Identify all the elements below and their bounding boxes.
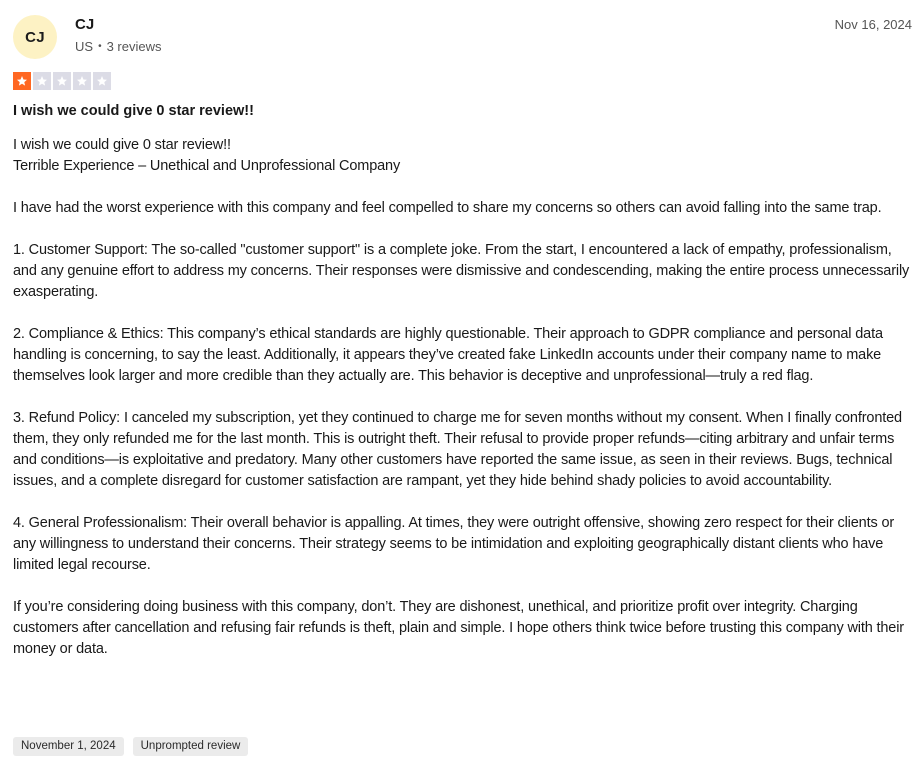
meta-separator: • [98, 41, 102, 52]
experience-date-badge: November 1, 2024 [13, 737, 124, 756]
star-icon-empty [53, 72, 71, 90]
review-point-compliance-ethics: 2. Compliance & Ethics: This company’s ethical standards are highly questionable. Their approach to GDPR compliance and personal data handling is concerning, to say the least. Additionally, it appears they’ve created fake LinkedIn accounts under their company name to make themselves look larger and more credible than they actually are. This behavior is deceptive and unprofessional—truly a red flag. [13, 326, 883, 384]
review-intro-subtitle: Terrible Experience – Unethical and Unprofessional Company [13, 158, 401, 174]
star-icon-empty [73, 72, 91, 90]
star-rating [13, 72, 111, 90]
review-point-professionalism: 4. General Professionalism: Their overall behavior is appalling. At times, they were outright offensive, showing zero respect for their clients or any willingness to understand their concerns. Their strategy seems to be intimidation and exploiting geographically distant clients who have limited legal recourse. [13, 515, 895, 573]
review-intro [13, 135, 918, 177]
review-body [13, 135, 918, 660]
avatar[interactable] [13, 15, 57, 59]
review-closing: If you’re considering doing business with this company, don’t. They are dishonest, unethical, and prioritize profit over integrity. Charging customers after cancellation and refusing fair refunds is theft, plain and simple. I hope others think twice before trusting this company with their money or data. [13, 599, 904, 657]
review-title[interactable]: I wish we could give 0 star review!! [13, 103, 254, 119]
consumer-header [13, 15, 162, 59]
consumer-info [75, 16, 162, 55]
star-icon-empty [93, 72, 111, 90]
review-point-refund-policy: 3. Refund Policy: I canceled my subscription, yet they continued to charge me for seven months without my consent. When I finally confronted them, they only refunded me for the last month. This is outright theft. Their refusal to provide proper refunds—citing arbitrary and unfair terms and conditions—is exploitative and predatory. Many other customers have reported the same issue, as seen in their reviews. Bugs, technical issues, and a complete disregard for customer satisfaction are rampant, yet they hide behind shady policies to avoid accountability. [13, 410, 902, 489]
consumer-meta [75, 39, 162, 55]
star-icon-filled [13, 72, 31, 90]
star-icon-empty [33, 72, 51, 90]
review-tags [13, 737, 248, 756]
consumer-country: US [75, 39, 94, 54]
review-intro-line: I wish we could give 0 star review!! [13, 137, 231, 153]
avatar-initials: CJ [25, 28, 45, 46]
review-paragraph-opening: I have had the worst experience with this company and feel compelled to share my concerns so others can avoid falling into the same trap. [13, 200, 882, 216]
review-type-badge[interactable]: Unprompted review [133, 737, 249, 756]
consumer-name[interactable]: CJ [75, 16, 95, 33]
review-point-customer-support: 1. Customer Support: The so-called "customer support" is a complete joke. From the start, I encountered a lack of empathy, professionalism, and any genuine effort to address my concerns. Their responses were dismissive and condescending, making the entire process unnecessarily exasperating. [13, 242, 910, 300]
consumer-review-count: 3 reviews [106, 39, 162, 54]
review-date: Nov 16, 2024 [834, 17, 912, 32]
